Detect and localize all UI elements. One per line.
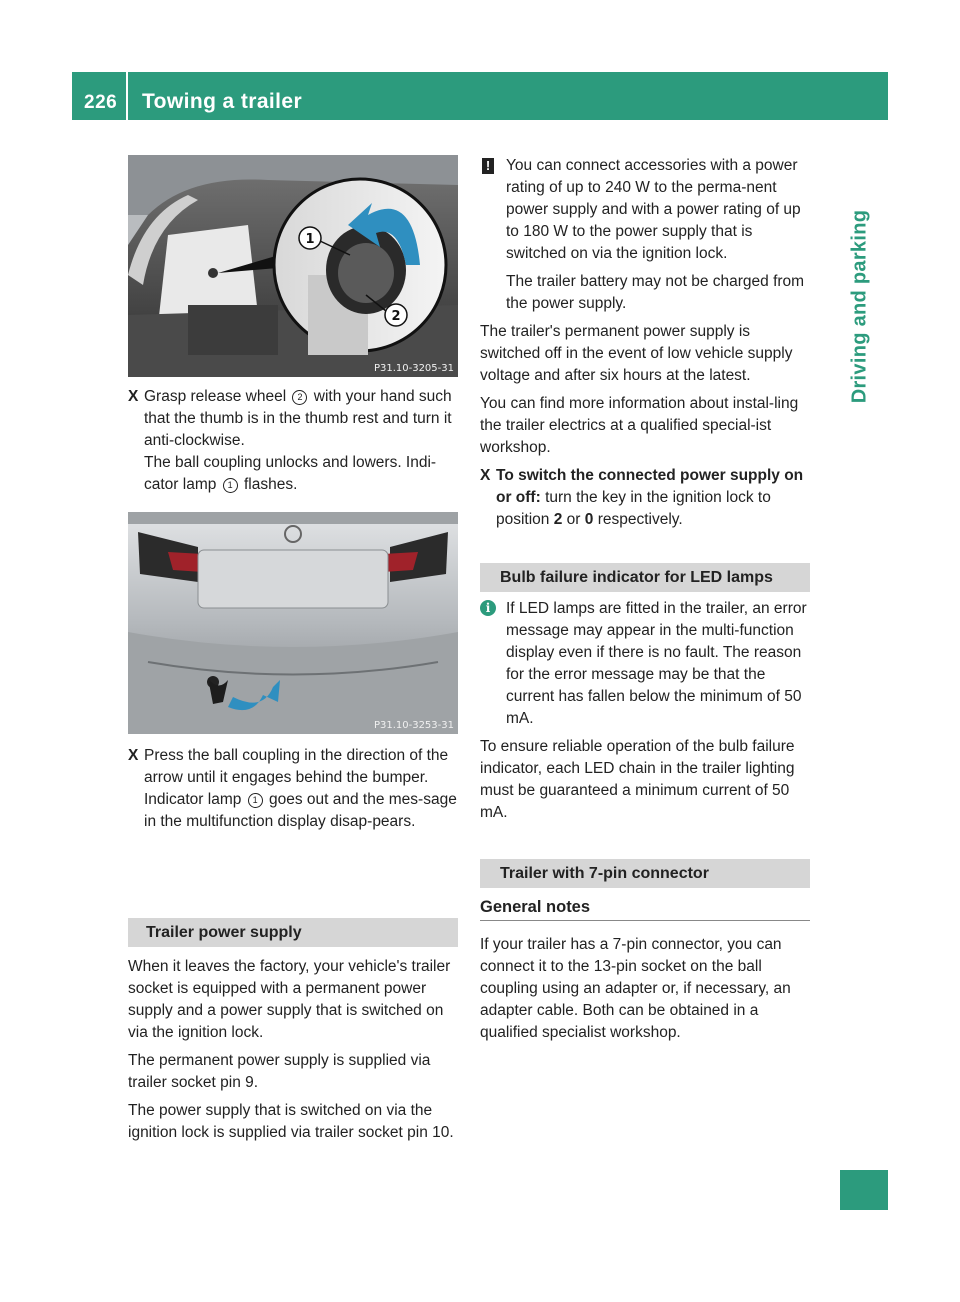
paragraph: If your trailer has a 7-pin connector, you can connect it to the 13-pin socket on the ball coupling using an adapter or, if necessary, an adapter cable. Both can be obtained in a qualified specialist workshop. — [480, 936, 791, 1041]
callout-ref-1: 1 — [248, 793, 263, 808]
warning-note: ! You can connect accessories with a power rating of up to 240 W to the perma-nent power supply and with a power rating of up to 180 W to the power supply that is switched on via the ignition lock. The trailer battery may not be charged from the power supply. — [480, 155, 814, 315]
paragraph: The power supply that is switched on via the ignition lock is supplied via trailer socket pin 10. — [128, 1102, 454, 1141]
instruction-step: X Grasp release wheel 2 with your hand such that the thumb is in the thumb rest and turn it anti-clockwise. The ball coupling unlocks and lowers. Indi-cator lamp 1 flashes. — [128, 388, 452, 493]
power-supply-text — [128, 956, 460, 1150]
callout-1: 1 — [305, 232, 315, 247]
bulb-failure-text — [480, 598, 814, 830]
paragraph: To ensure reliable operation of the bulb failure indicator, each LED chain in the trailer lighting must be guaranteed a minimum current of 50 mA. — [480, 738, 795, 821]
instruction-step: X To switch the connected power supply on or off: turn the key in the ignition lock to position 2 or 0 respectively. — [480, 467, 804, 528]
chapter-marker-block — [840, 1170, 888, 1210]
chapter-label: Driving and parking — [848, 209, 871, 404]
bumper-illustration — [128, 512, 458, 734]
paragraph: When it leaves the factory, your vehicle's trailer socket is equipped with a permanent power supply and a power supply that is switched on via the ignition lock. — [128, 958, 451, 1041]
info-note: i If LED lamps are fitted in the trailer, an error message may appear in the multi-function display even if there is no fault. The reason for the error message may be that the current has fallen below the minimum of 50 mA. — [480, 598, 814, 730]
paragraph: The trailer's permanent power supply is switched off in the event of low vehicle supply voltage and after six hours at the latest. — [480, 323, 793, 384]
paragraph: You can find more information about instal-ling the trailer electrics at a qualified special-ist workshop. — [480, 395, 799, 456]
instruction-step: X Press the ball coupling in the direction of the arrow until it engages behind the bumper. Indicator lamp 1 goes out and the mes-sage in the multifunction display disap-pears. — [128, 747, 457, 830]
seven-pin-text — [480, 934, 814, 1050]
step-arrow-icon: X — [480, 467, 491, 484]
header-divider — [126, 72, 128, 120]
callout-ref-1: 1 — [223, 478, 238, 493]
paragraph: The permanent power supply is supplied via trailer socket pin 9. — [128, 1052, 431, 1091]
release-wheel-illustration — [128, 155, 458, 377]
release-wheel-photo — [128, 155, 458, 377]
info-icon: i — [480, 600, 496, 616]
right-column — [480, 155, 814, 531]
warning-icon: ! — [482, 158, 494, 174]
section-heading: Trailer power supply — [128, 918, 458, 947]
page-number: 226 — [84, 92, 118, 113]
figure-code: P31.10-3205-31 — [373, 363, 454, 374]
step-arrow-icon: X — [128, 388, 139, 405]
callout-2: 2 — [391, 309, 401, 324]
step-press-coupling — [128, 745, 460, 833]
chapter-side-tab — [838, 120, 888, 1212]
bumper-photo — [128, 512, 458, 734]
page-title: Towing a trailer — [142, 90, 303, 113]
step-release-wheel — [128, 386, 460, 496]
callout-ref-2: 2 — [292, 390, 307, 405]
figure-code: P31.10-3253-31 — [373, 720, 454, 731]
step-arrow-icon: X — [128, 747, 139, 764]
page-header — [72, 72, 888, 120]
subsection-heading: General notes — [480, 898, 810, 921]
section-heading: Bulb failure indicator for LED lamps — [480, 563, 810, 592]
section-heading: Trailer with 7-pin connector — [480, 859, 810, 888]
